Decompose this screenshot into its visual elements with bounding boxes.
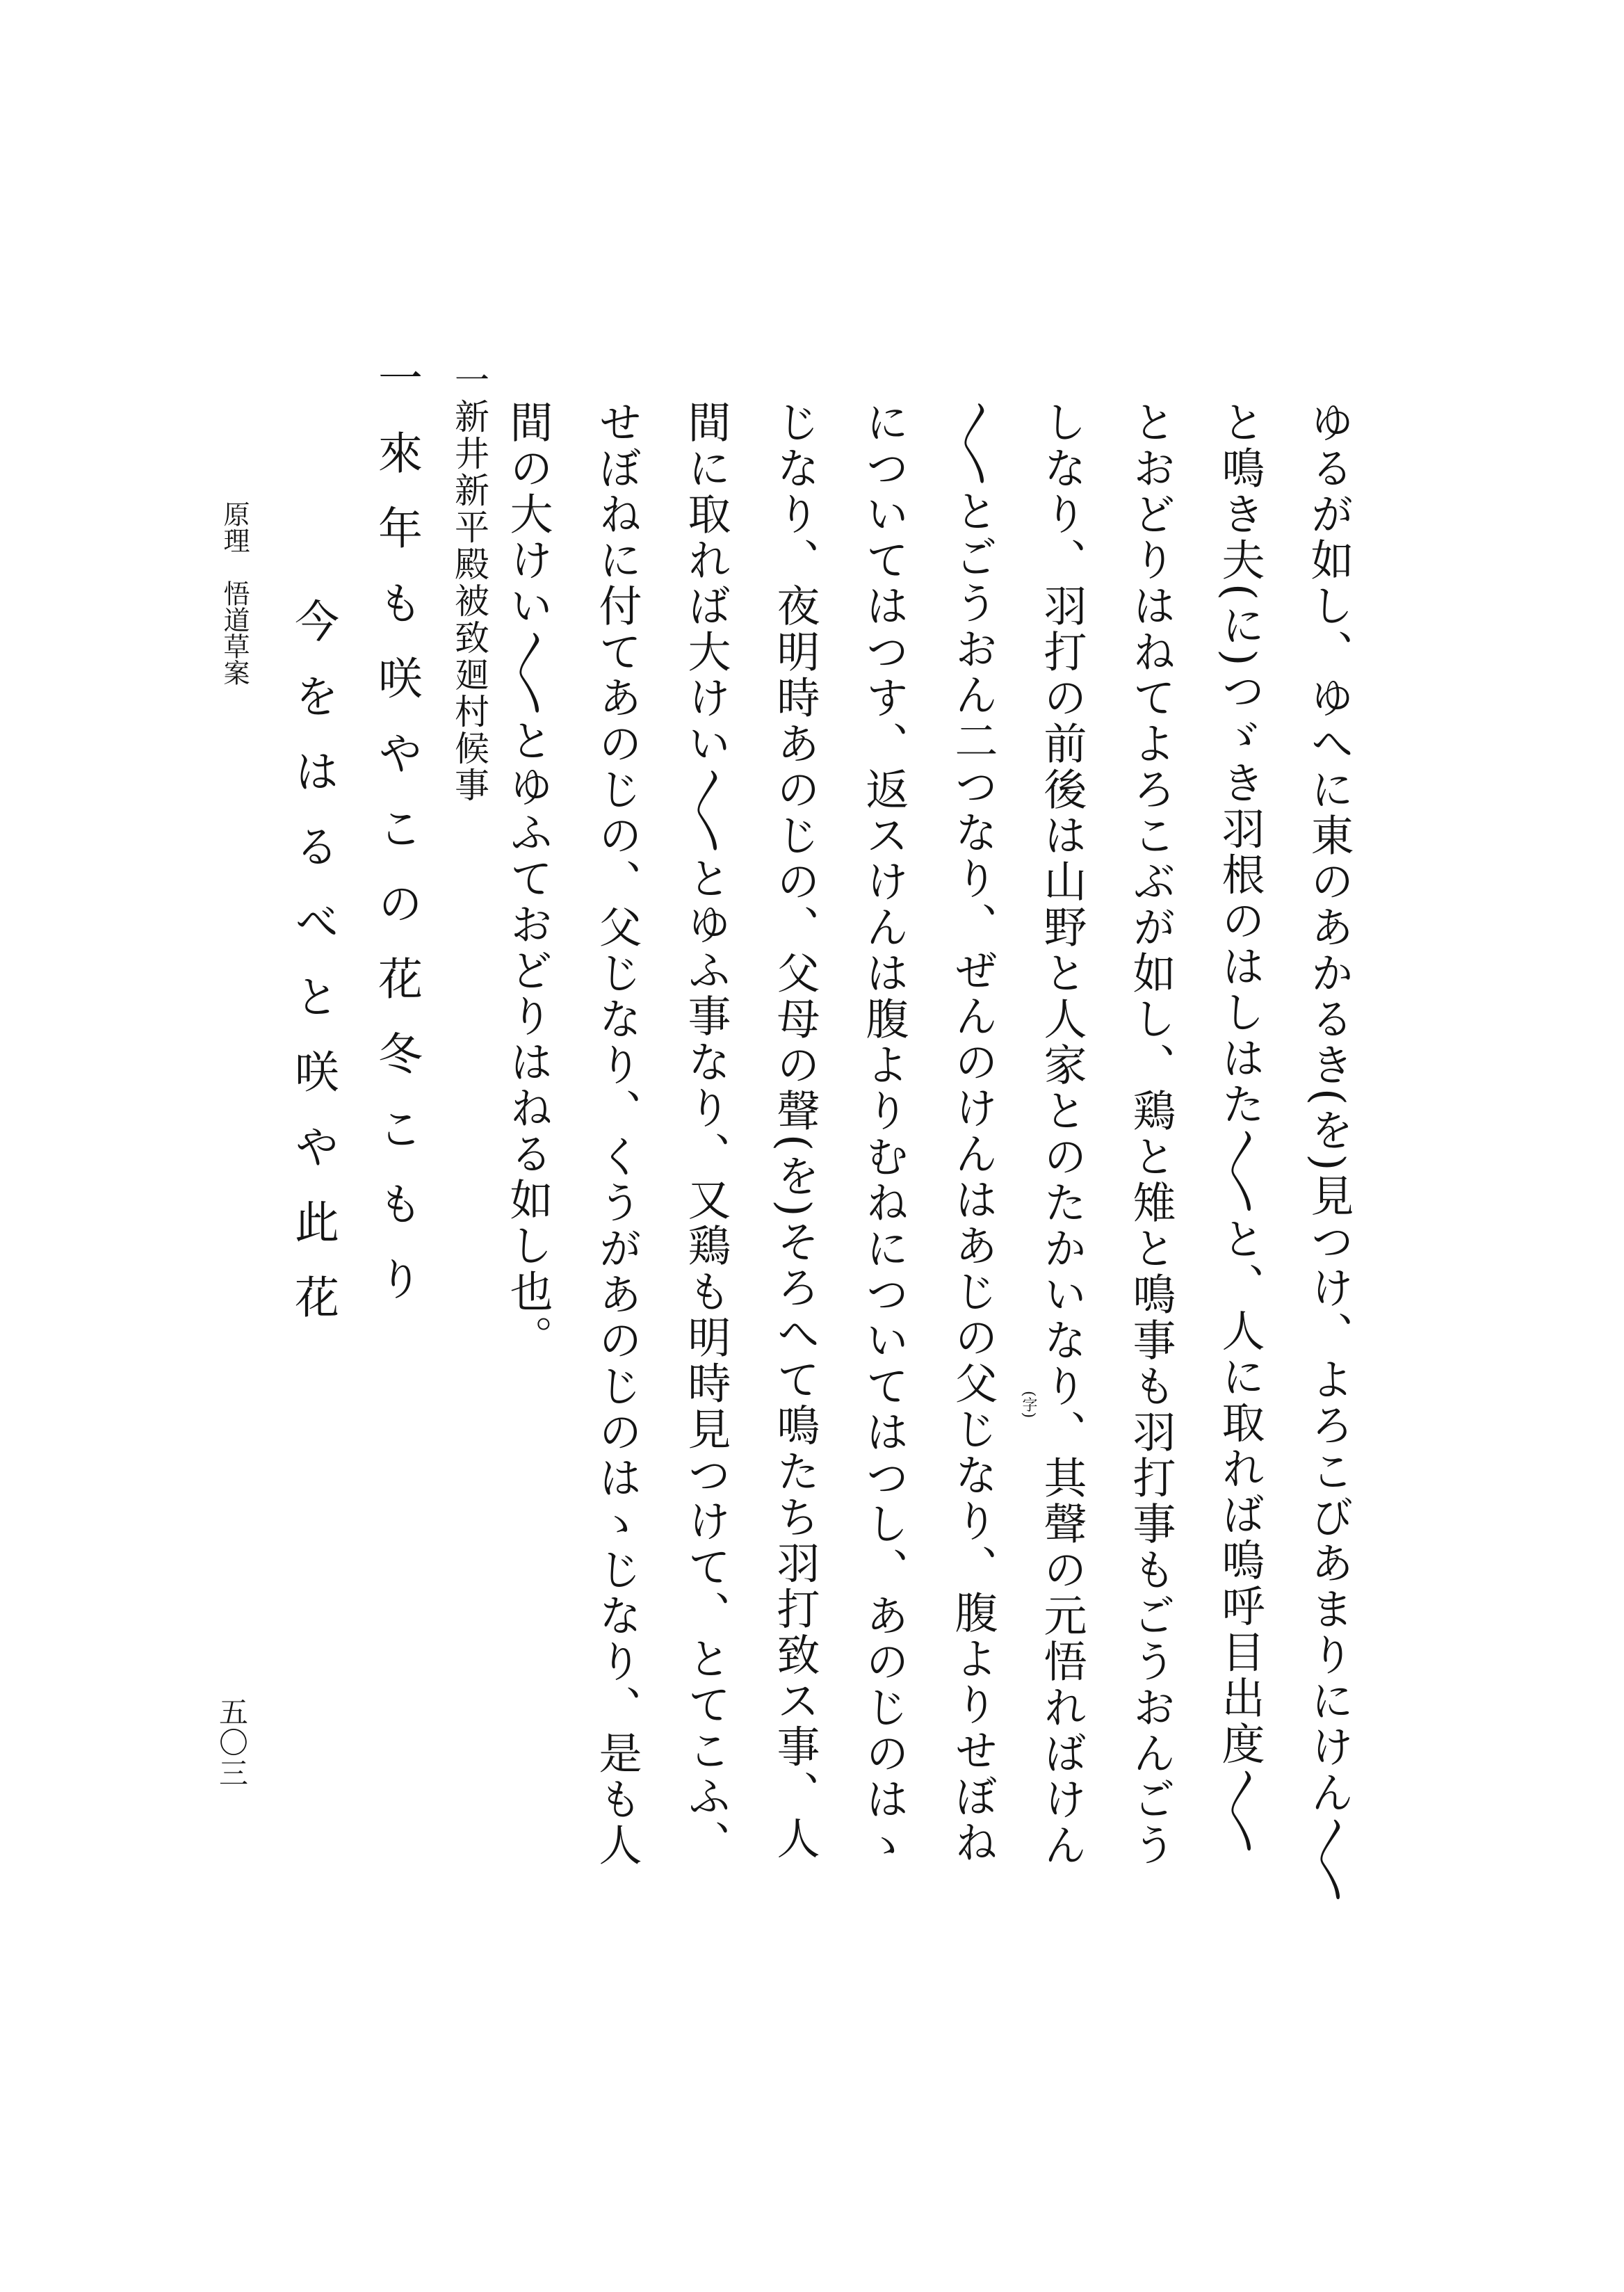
body-line-10: 間の大けい〱とゆふておどりはねる如し也。 bbox=[503, 400, 553, 1361]
body-line-6: についてはつす、返スけんは腹よりむねについてはつし、あのじのはゝ bbox=[859, 400, 909, 1869]
body-line-7: じなり、夜明時あのじの、父母の聲(を)そろへて鳴たち羽打致ス事、人 bbox=[770, 400, 820, 1862]
section-heading: 一新井新平殿被致廻村候事 bbox=[449, 362, 489, 804]
body-line-8: 間に取れば大けい〱とゆふ事なり、又鶏も明時見つけて、とてこふ、 bbox=[681, 400, 731, 1866]
running-head: 原理 悟道草案 bbox=[219, 501, 250, 686]
poem-line-1: 一來年も咲やこの花冬こもり bbox=[371, 355, 422, 1331]
ruby-annotation: (字) bbox=[1020, 1391, 1037, 1419]
body-line-1: ゆるが如し、ゆへに東のあかるき(を)見つけ、よろこびあまりにけん〱 bbox=[1304, 400, 1354, 1905]
body-line-5: 〱とごうおん二つなり、ぜんのけんはあじの父じなり、腹よりせぼね bbox=[948, 400, 998, 1866]
body-line-9: せぼねに付てあのじの、父じなり、くうがあのじのはゝじなり、是も人 bbox=[592, 400, 642, 1869]
body-line-3: とおどりはねてよろこぶが如し、鶏と雉と鳴事も羽打事もごうおんごう bbox=[1126, 400, 1176, 1869]
poem-line-2: 今をはるべと咲や此花 bbox=[287, 598, 339, 1349]
body-line-4: しなり、羽打の前後は山野と人家とのたかいなり、其聲の元悟ればけん bbox=[1037, 400, 1087, 1869]
page-number: 五〇三 bbox=[215, 1697, 249, 1789]
body-line-2: と鳴き夫(に)つゞき羽根のはしはた〱と、人に取れば嗚呼目出度〱 bbox=[1215, 400, 1265, 1857]
